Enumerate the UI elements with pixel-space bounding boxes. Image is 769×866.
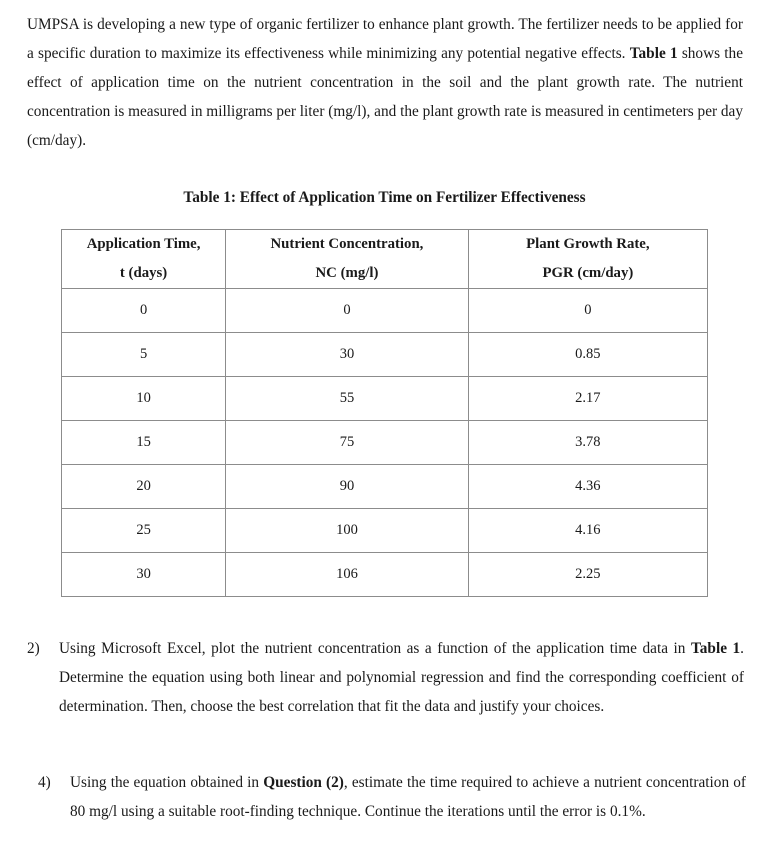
header-nutrient-concentration-line2: NC (mg/l) bbox=[315, 265, 379, 281]
intro-table-ref: Table 1 bbox=[629, 45, 678, 62]
cell-nc: 30 bbox=[226, 333, 469, 377]
cell-pgr: 2.25 bbox=[468, 553, 707, 597]
cell-pgr: 2.17 bbox=[468, 377, 707, 421]
cell-nc: 55 bbox=[226, 377, 469, 421]
header-application-time-line2: t (days) bbox=[119, 265, 168, 281]
question-4-number: 4) bbox=[38, 774, 51, 791]
cell-pgr: 0.85 bbox=[468, 333, 707, 377]
cell-time: 30 bbox=[62, 553, 226, 597]
cell-time: 20 bbox=[62, 465, 226, 509]
question-2 bbox=[27, 634, 744, 721]
table-row bbox=[62, 553, 708, 597]
cell-pgr: 3.78 bbox=[468, 421, 707, 465]
cell-time: 5 bbox=[62, 333, 226, 377]
header-plant-growth-rate bbox=[468, 230, 707, 289]
question-4 bbox=[38, 768, 746, 826]
header-nutrient-concentration-line1: Nutrient Concentration, bbox=[270, 236, 424, 252]
table-row bbox=[62, 421, 708, 465]
question-2-text-2: . Determine the equation using both linear and polynomial regression and find the corresponding coefficient of determination. Then, choose the best correlation that fit the data and justify your choices. bbox=[59, 640, 744, 715]
cell-nc: 0 bbox=[226, 289, 469, 333]
question-4-text-2: , estimate the time required to achieve a nutrient concentration of 80 mg/l using a suitable root-finding technique. Continue the iterations until the error is 0.1%. bbox=[70, 774, 746, 820]
cell-nc: 90 bbox=[226, 465, 469, 509]
cell-time: 0 bbox=[62, 289, 226, 333]
cell-nc: 106 bbox=[226, 553, 469, 597]
table-row bbox=[62, 465, 708, 509]
header-application-time bbox=[62, 230, 226, 289]
header-plant-growth-rate-line1: Plant Growth Rate, bbox=[526, 236, 650, 252]
cell-time: 10 bbox=[62, 377, 226, 421]
question-4-question-ref: Question (2) bbox=[263, 774, 344, 791]
question-2-number: 2) bbox=[27, 640, 40, 657]
header-nutrient-concentration bbox=[226, 230, 469, 289]
header-application-time-line1: Application Time, bbox=[86, 236, 201, 252]
intro-paragraph bbox=[27, 10, 743, 155]
table-row bbox=[62, 289, 708, 333]
table-row bbox=[62, 333, 708, 377]
table-header-row bbox=[62, 230, 708, 289]
table-row bbox=[62, 377, 708, 421]
cell-time: 25 bbox=[62, 509, 226, 553]
question-4-text-1: Using the equation obtained in bbox=[70, 774, 264, 791]
cell-nc: 75 bbox=[226, 421, 469, 465]
data-table bbox=[61, 229, 708, 597]
cell-time: 15 bbox=[62, 421, 226, 465]
table-row bbox=[62, 509, 708, 553]
cell-pgr: 4.16 bbox=[468, 509, 707, 553]
cell-nc: 100 bbox=[226, 509, 469, 553]
question-2-table-ref: Table 1 bbox=[690, 640, 741, 657]
table-caption: Table 1: Effect of Application Time on Fertilizer Effectiveness bbox=[183, 189, 586, 206]
intro-text-2: shows the effect of application time on the nutrient concentration in the soil and the plant growth rate. The nutrient concentration is measured in milligrams per liter (mg/l), and the plant growth rate is measured in centimeters per day (cm/day). bbox=[27, 45, 743, 149]
question-2-text-1: Using Microsoft Excel, plot the nutrient concentration as a function of the application time data in bbox=[59, 640, 691, 657]
header-plant-growth-rate-line2: PGR (cm/day) bbox=[542, 265, 634, 281]
cell-pgr: 0 bbox=[468, 289, 707, 333]
intro-text-1: UMPSA is developing a new type of organic fertilizer to enhance plant growth. The fertilizer needs to be applied for a specific duration to maximize its effectiveness while minimizing any potential negative effects. bbox=[27, 16, 743, 62]
cell-pgr: 4.36 bbox=[468, 465, 707, 509]
